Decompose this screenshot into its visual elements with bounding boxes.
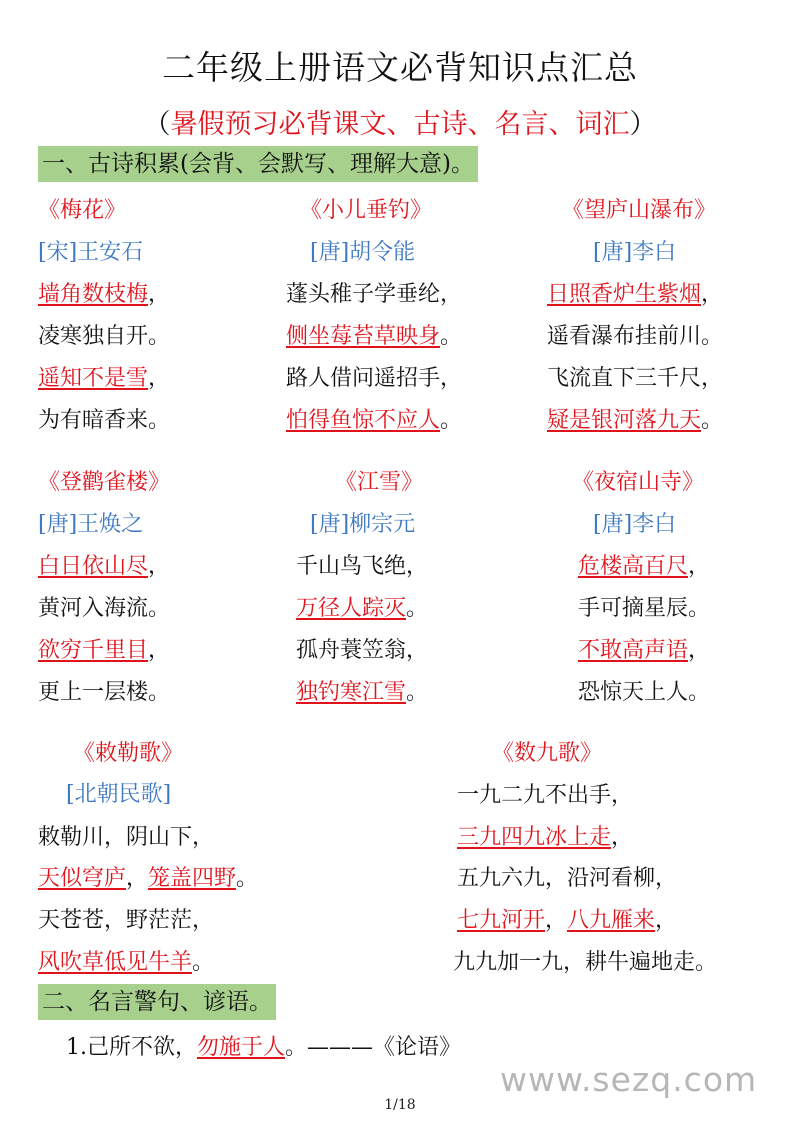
poem-punct: ， [611, 825, 634, 850]
poem-punct: ， [126, 866, 149, 891]
poem-line [286, 403, 462, 434]
poem-line: 路人借问遥招手， [286, 366, 463, 391]
watermark: www.sezq.com [500, 1060, 758, 1099]
poem-punct: 。 [236, 866, 259, 891]
poem-highlight: 七九河开 [457, 908, 546, 933]
poem-author: [唐]李白 [593, 512, 677, 537]
poem-line [38, 861, 258, 892]
poem-author: [宋]王安石 [38, 240, 144, 265]
poem-author: [北朝民歌] [66, 782, 172, 807]
poem-punct: ， [148, 638, 171, 663]
poem-author: [唐]李白 [593, 240, 677, 265]
poem-author: [唐]柳宗元 [310, 512, 416, 537]
poem-title: 《梅花》 [38, 198, 127, 223]
poem-title: 《敕勒歌》 [73, 741, 184, 766]
poem-line: 凌寒独自开。 [38, 324, 171, 349]
poem-line [547, 403, 723, 434]
poem-punct: 。 [406, 596, 429, 621]
poem-highlight: 白日依山尽 [38, 554, 149, 579]
poem-highlight: 风吹草低见牛羊 [38, 950, 193, 975]
poem-line: 遥看瀑布挂前川。 [547, 324, 724, 349]
poem-highlight: 八九雁来 [567, 908, 656, 933]
poem-line [38, 361, 170, 392]
poem-punct: 。 [440, 324, 463, 349]
poem-line [38, 277, 170, 308]
poem-highlight: 万径人踪灭 [296, 596, 407, 621]
quote-prefix: 1.己所不欲， [66, 1035, 197, 1060]
poem-punct: 。 [192, 950, 215, 975]
quote-item [66, 1030, 461, 1061]
subtitle-text: 暑假预习必背课文、古诗、名言、词汇 [170, 109, 630, 140]
poem-line [296, 591, 428, 622]
section-heading-quotes: 二、名言警句、谚语。 [38, 984, 276, 1020]
page-subtitle [0, 102, 800, 141]
poem-highlight: 侧坐莓苔草映身 [286, 324, 441, 349]
poem-line: 更上一层楼。 [38, 680, 171, 705]
poem-punct: 。 [406, 680, 429, 705]
poem-line [286, 319, 462, 350]
page-number: 1/18 [384, 1097, 416, 1113]
poem-title: 《夜宿山寺》 [572, 470, 705, 495]
poem-highlight: 天似穹庐 [38, 866, 127, 891]
poem-highlight: 怕得鱼惊不应人 [286, 408, 441, 433]
subtitle-close-paren: ） [629, 109, 657, 140]
poem-highlight: 独钓寒江雪 [296, 680, 407, 705]
quote-highlight: 勿施于人 [197, 1035, 286, 1060]
poem-punct: ， [148, 366, 171, 391]
subtitle-open-paren: （ [143, 109, 171, 140]
poem-line: 五九六九，沿河看柳， [457, 866, 678, 891]
poem-highlight: 墙角数枝梅 [38, 282, 149, 307]
poem-line [457, 820, 633, 851]
poem-punct: ， [545, 908, 568, 933]
poem-line: 一九二九不出手， [457, 783, 634, 808]
poem-line [296, 675, 428, 706]
poem-line [547, 277, 723, 308]
poem-line: 九九加一九，耕牛遍地走。 [453, 950, 718, 975]
poem-author: [唐]王焕之 [38, 512, 144, 537]
poem-line: 敕勒川，阴山下， [38, 825, 215, 850]
poem-line [38, 549, 170, 580]
poem-line: 孤舟蓑笠翁， [296, 638, 429, 663]
poem-punct: ， [688, 638, 711, 663]
poem-punct: ， [148, 282, 171, 307]
poem-punct: ， [688, 554, 711, 579]
poem-line [578, 549, 710, 580]
poem-highlight: 日照香炉生紫烟 [547, 282, 702, 307]
poem-line: 黄河入海流。 [38, 596, 171, 621]
poem-punct: ， [655, 908, 678, 933]
poem-highlight: 危楼高百尺 [578, 554, 689, 579]
poem-line: 恐惊天上人。 [578, 680, 711, 705]
page-title: 二年级上册语文必背知识点汇总 [162, 48, 638, 87]
poem-title: 《望庐山瀑布》 [562, 198, 717, 223]
poem-title: 《小儿垂钓》 [300, 198, 433, 223]
poem-title: 《登鹳雀楼》 [38, 470, 171, 495]
poem-line: 为有暗香来。 [38, 408, 171, 433]
poem-line: 天苍苍，野茫茫， [38, 908, 215, 933]
quote-suffix: 。———《论语》 [285, 1035, 462, 1060]
poem-punct: ， [148, 554, 171, 579]
poem-line: 千山鸟飞绝， [296, 554, 429, 579]
section-heading-poems: 一、古诗积累(会背、会默写、理解大意)。 [38, 146, 478, 182]
poem-highlight: 三九四九冰上走 [457, 825, 612, 850]
poem-author: [唐]胡令能 [310, 240, 416, 265]
poem-line [38, 633, 170, 664]
poem-title: 《数九歌》 [492, 741, 603, 766]
poem-title: 《江雪》 [335, 470, 424, 495]
poem-line: 飞流直下三千尺， [547, 366, 724, 391]
poem-highlight: 欲穷千里目 [38, 638, 149, 663]
poem-line [457, 903, 677, 934]
poem-highlight: 笼盖四野 [148, 866, 237, 891]
poem-highlight: 不敢高声语 [578, 638, 689, 663]
poem-highlight: 疑是银河落九天 [547, 408, 702, 433]
poem-line: 蓬头稚子学垂纶， [286, 282, 463, 307]
poem-punct: 。 [440, 408, 463, 433]
poem-line [38, 945, 214, 976]
poem-punct: 。 [701, 408, 724, 433]
poem-punct: ， [701, 282, 724, 307]
poem-highlight: 遥知不是雪 [38, 366, 149, 391]
poem-line [578, 633, 710, 664]
poem-line: 手可摘星辰。 [578, 596, 711, 621]
